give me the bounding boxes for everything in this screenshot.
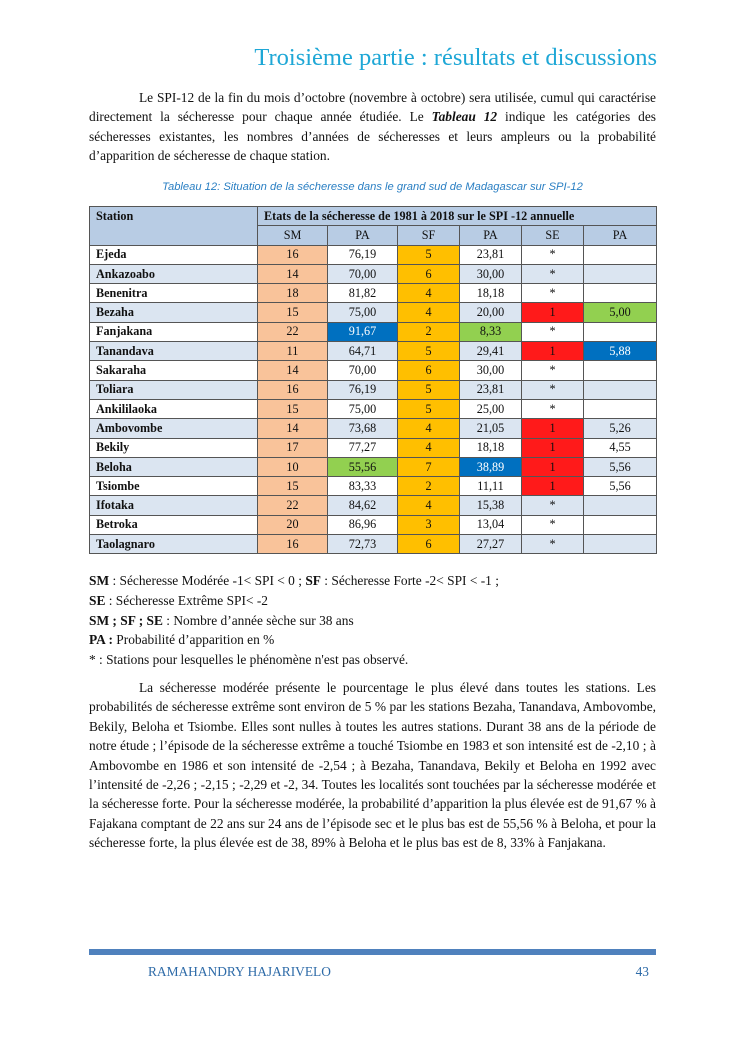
sm-count: 14 xyxy=(258,361,328,380)
legend-line-asterisk: * : Stations pour lesquelles le phénomène n'est pas observé. xyxy=(89,652,409,668)
se-probability xyxy=(584,284,657,303)
sf-probability: 23,81 xyxy=(460,380,522,399)
sm-probability: 75,00 xyxy=(328,303,398,322)
se-probability: 4,55 xyxy=(584,438,657,457)
table-row xyxy=(90,245,657,264)
intro-paragraph xyxy=(89,88,656,166)
se-probability xyxy=(584,399,657,418)
sf-probability: 21,05 xyxy=(460,419,522,438)
se-count: * xyxy=(522,284,584,303)
sf-probability: 20,00 xyxy=(460,303,522,322)
sm-probability: 64,71 xyxy=(328,342,398,361)
station-name: Tanandava xyxy=(90,342,258,361)
sm-probability: 81,82 xyxy=(328,284,398,303)
table-row xyxy=(90,496,657,515)
sm-probability: 72,73 xyxy=(328,535,398,554)
table-row xyxy=(90,361,657,380)
legend-line-pa xyxy=(89,630,656,650)
se-count: * xyxy=(522,245,584,264)
se-probability xyxy=(584,380,657,399)
se-probability xyxy=(584,496,657,515)
sf-probability: 8,33 xyxy=(460,322,522,341)
sf-count: 5 xyxy=(398,342,460,361)
station-name: Taolagnaro xyxy=(90,535,258,554)
legend-def-counts: : Nombre d’année sèche sur 38 ans xyxy=(162,612,354,628)
sf-probability: 30,00 xyxy=(460,361,522,380)
station-column-header: Station xyxy=(90,207,258,246)
legend-key-pa: PA : xyxy=(89,632,113,648)
drought-state-header: Etats de la sécheresse de 1981 à 2018 sur le SPI -12 annuelle xyxy=(258,207,657,226)
station-name: Ankazoabo xyxy=(90,264,258,283)
se-probability xyxy=(584,535,657,554)
sf-probability: 11,11 xyxy=(460,477,522,496)
sm-count: 15 xyxy=(258,477,328,496)
sm-probability: 84,62 xyxy=(328,496,398,515)
se-count: 1 xyxy=(522,342,584,361)
station-name: Ejeda xyxy=(90,245,258,264)
se-count: * xyxy=(522,515,584,534)
sm-count: 22 xyxy=(258,496,328,515)
se-probability: 5,56 xyxy=(584,457,657,476)
table-row xyxy=(90,457,657,476)
sm-probability: 70,00 xyxy=(328,361,398,380)
sm-probability: 70,00 xyxy=(328,264,398,283)
sf-count: 2 xyxy=(398,322,460,341)
sm-probability: 55,56 xyxy=(328,457,398,476)
sf-count: 5 xyxy=(398,380,460,399)
table-row xyxy=(90,438,657,457)
sf-probability: 27,27 xyxy=(460,535,522,554)
se-probability xyxy=(584,515,657,534)
sf-probability: 30,00 xyxy=(460,264,522,283)
discussion-paragraph xyxy=(89,678,656,853)
se-count: * xyxy=(522,361,584,380)
sm-probability: 76,19 xyxy=(328,245,398,264)
sm-count: 10 xyxy=(258,457,328,476)
sm-count: 18 xyxy=(258,284,328,303)
legend-def-sf: : Sécheresse Forte -2< SPI < -1 ; xyxy=(320,573,499,588)
sf-count: 5 xyxy=(398,399,460,418)
se-count: * xyxy=(522,322,584,341)
footer-author: RAMAHANDRY HAJARIVELO xyxy=(148,964,331,979)
sm-count: 16 xyxy=(258,380,328,399)
legend-line-counts xyxy=(89,611,656,631)
legend-key-se: SE xyxy=(89,592,106,608)
sf-probability: 23,81 xyxy=(460,245,522,264)
sf-probability: 38,89 xyxy=(460,457,522,476)
legend-key-sf: SF xyxy=(305,573,321,588)
sf-count: 4 xyxy=(398,303,460,322)
se-probability: 5,00 xyxy=(584,303,657,322)
table-row xyxy=(90,535,657,554)
sf-count: 6 xyxy=(398,264,460,283)
sm-count: 20 xyxy=(258,515,328,534)
station-name: Toliara xyxy=(90,380,258,399)
subheader-pa-sm: PA xyxy=(328,226,398,245)
sf-probability: 25,00 xyxy=(460,399,522,418)
page-title: Troisième partie : résultats et discussions xyxy=(254,44,657,71)
se-count: * xyxy=(522,535,584,554)
legend-def-sm: : Sécheresse Modérée -1< SPI < 0 ; xyxy=(109,573,306,588)
table-row xyxy=(90,264,657,283)
station-name: Ankililaoka xyxy=(90,399,258,418)
station-name: Beloha xyxy=(90,457,258,476)
sm-probability: 75,00 xyxy=(328,399,398,418)
sf-probability: 13,04 xyxy=(460,515,522,534)
sm-probability: 77,27 xyxy=(328,438,398,457)
sm-count: 11 xyxy=(258,342,328,361)
sm-count: 16 xyxy=(258,535,328,554)
se-count: 1 xyxy=(522,419,584,438)
station-name: Fanjakana xyxy=(90,322,258,341)
sm-probability: 73,68 xyxy=(328,419,398,438)
se-count: 1 xyxy=(522,303,584,322)
table-row xyxy=(90,419,657,438)
se-count: * xyxy=(522,264,584,283)
se-count: * xyxy=(522,496,584,515)
subheader-sm: SM xyxy=(258,226,328,245)
sf-count: 6 xyxy=(398,361,460,380)
legend-line-sm-sf xyxy=(89,571,656,591)
legend-key-counts: SM ; SF ; SE xyxy=(89,612,163,628)
station-name: Ambovombe xyxy=(90,419,258,438)
sm-probability: 83,33 xyxy=(328,477,398,496)
table-caption: Tableau 12: Situation de la sécheresse dans le grand sud de Madagascar sur SPI-12 xyxy=(162,181,583,193)
sm-count: 16 xyxy=(258,245,328,264)
se-count: 1 xyxy=(522,438,584,457)
station-name: Ifotaka xyxy=(90,496,258,515)
table-row xyxy=(90,322,657,341)
legend-line-se xyxy=(89,591,656,611)
sf-probability: 15,38 xyxy=(460,496,522,515)
se-probability xyxy=(584,361,657,380)
intro-text-1: Le SPI-12 de la fin du mois d’octobre (novembre à octobre) sera utilisée, cumul qui caractérise directement la sécheresse pour chaque année étudiée. Le xyxy=(89,90,656,125)
legend-def-se: : Sécheresse Extrême SPI< -2 xyxy=(105,592,269,608)
sf-count: 3 xyxy=(398,515,460,534)
table-legend xyxy=(89,571,656,670)
page-number: 43 xyxy=(635,964,649,979)
se-probability: 5,88 xyxy=(584,342,657,361)
footer-divider xyxy=(89,949,656,955)
se-probability xyxy=(584,245,657,264)
subheader-pa-se: PA xyxy=(584,226,657,245)
table-row xyxy=(90,399,657,418)
table-row xyxy=(90,380,657,399)
station-name: Sakaraha xyxy=(90,361,258,380)
sm-count: 15 xyxy=(258,303,328,322)
table-row xyxy=(90,477,657,496)
legend-def-pa: Probabilité d’apparition en % xyxy=(112,632,275,648)
table-row xyxy=(90,342,657,361)
se-probability: 5,56 xyxy=(584,477,657,496)
sf-count: 4 xyxy=(398,419,460,438)
sm-probability: 86,96 xyxy=(328,515,398,534)
se-probability xyxy=(584,264,657,283)
se-count: * xyxy=(522,380,584,399)
drought-table xyxy=(89,206,657,554)
table-row xyxy=(90,303,657,322)
sm-count: 17 xyxy=(258,438,328,457)
sf-count: 6 xyxy=(398,535,460,554)
se-count: * xyxy=(522,399,584,418)
sf-count: 2 xyxy=(398,477,460,496)
table-row xyxy=(90,284,657,303)
table-row xyxy=(90,515,657,534)
sf-count: 7 xyxy=(398,457,460,476)
sm-count: 14 xyxy=(258,264,328,283)
station-name: Betroka xyxy=(90,515,258,534)
sf-probability: 29,41 xyxy=(460,342,522,361)
legend-key-sm: SM xyxy=(89,573,110,588)
sf-count: 4 xyxy=(398,496,460,515)
sm-count: 15 xyxy=(258,399,328,418)
discussion-text: La sécheresse modérée présente le pourcentage le plus élevé dans toutes les stations. Les probabilités de sécheresse extrême sont environ de 5 % par les stations Bezaha, Tanandava, Ambovombe, Bekily, Beloha et Tsiombe. Elles sont nulles à toutes les autres stations. Durant 38 ans de la période de notre étude ; l’épisode de la sécheresse extrême a touché Tsiombe en 1983 et son intensité est de -2,10 ; à Ambovombe en 1986 et son intensité de -2,54 ; à Bezaha, Tanandava, Bekily et Beloha en 1992 avec l’intensité de -2,26 ; -2,15 ; -2,29 et -2, 34. Toutes les localités sont touchées par la sécheresse modérée et la sécheresse forte. Pour la sécheresse modérée, la probabilité d’apparition la plus élevée est de 91,67 % à Fajakana comptant de 22 ans sur 24 ans de l’épisode sec et le plus bas est de 55,56 % à Beloha, et pour la sécheresse forte, la plus élevée est de 38, 89% à Beloha et le plus bas est de 8, 33% à Fanjakana. xyxy=(89,680,656,851)
sf-count: 4 xyxy=(398,438,460,457)
se-probability xyxy=(584,322,657,341)
se-count: 1 xyxy=(522,457,584,476)
sf-count: 4 xyxy=(398,284,460,303)
intro-text-2: indique les catégories des sécheresses existantes, les nombres d’années de sécheresses et leurs ampleurs ou la probabilité d’apparition de sécheresse de chaque station. xyxy=(89,109,656,164)
subheader-se: SE xyxy=(522,226,584,245)
station-name: Bezaha xyxy=(90,303,258,322)
sm-probability: 76,19 xyxy=(328,380,398,399)
se-count: 1 xyxy=(522,477,584,496)
sf-count: 5 xyxy=(398,245,460,264)
subheader-sf: SF xyxy=(398,226,460,245)
station-name: Bekily xyxy=(90,438,258,457)
subheader-pa-sf: PA xyxy=(460,226,522,245)
sm-count: 22 xyxy=(258,322,328,341)
se-probability: 5,26 xyxy=(584,419,657,438)
sf-probability: 18,18 xyxy=(460,284,522,303)
table-reference: Tableau 12 xyxy=(431,109,498,125)
station-name: Benenitra xyxy=(90,284,258,303)
sf-probability: 18,18 xyxy=(460,438,522,457)
sm-count: 14 xyxy=(258,419,328,438)
sm-probability: 91,67 xyxy=(328,322,398,341)
station-name: Tsiombe xyxy=(90,477,258,496)
